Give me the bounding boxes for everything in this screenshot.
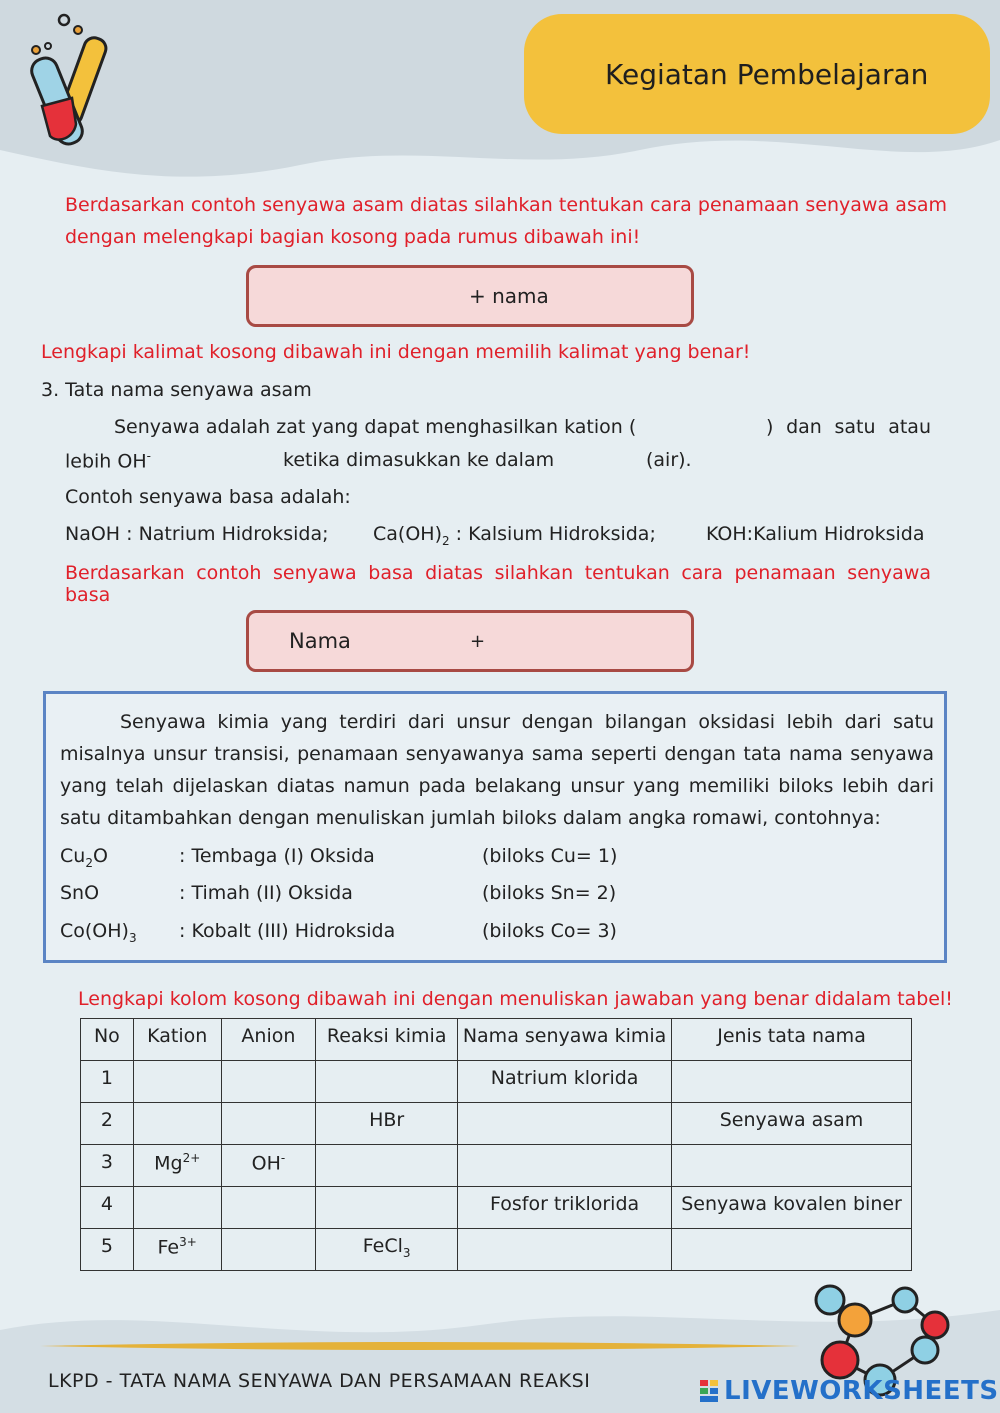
info-box (43, 691, 947, 963)
paragraph-part-b: ) dan satu atau (766, 416, 931, 438)
info-example-name-3: : Kobalt (III) Hidroksida (179, 920, 396, 942)
test-tube-icon (14, 6, 119, 146)
info-example-name-2: : Timah (II) Oksida (179, 882, 353, 904)
cell-kation[interactable] (133, 1103, 221, 1145)
solvent-blank[interactable] (548, 447, 640, 475)
table-row (81, 1187, 912, 1229)
info-example-biloks-2: (biloks Sn= 2) (482, 882, 617, 904)
caoh2-subscript: 2 (441, 533, 450, 548)
cell-anion[interactable] (221, 1229, 316, 1271)
cell-kation[interactable] (133, 1187, 221, 1229)
info-example-formula-1: $Cu_2O$ (60, 845, 108, 870)
cell-jenis: Senyawa kovalen biner (672, 1187, 912, 1229)
acid-formula-box[interactable] (246, 265, 694, 327)
cell-nama[interactable] (458, 1103, 672, 1145)
example-caoh2 (373, 523, 656, 548)
cell-jenis: Senyawa asam (672, 1103, 912, 1145)
base-formula-plus: + (470, 631, 486, 652)
header-kation: Kation (133, 1019, 221, 1061)
info-paragraph: Senyawa kimia yang terdiri dari unsur dengan bilangan oksidasi lebih dari satu misalnya unsur transisi, penamaan senyawanya sama seperti dengan tata nama senyawa yang telah dijelaskan diatas namun pada belakang unsur yang memiliki biloks lebih dari satu ditambahkan dengan menuliskan jumlah biloks dalam angka romawi, contohnya: (60, 711, 934, 829)
section-heading: 3. Tata nama senyawa asam (41, 379, 312, 401)
cell-no: 3 (81, 1145, 134, 1187)
cell-nama[interactable] (458, 1229, 672, 1271)
paragraph-part-a: Senyawa adalah zat yang dapat menghasilkan kation ( (114, 416, 637, 438)
acid-instruction (65, 189, 947, 253)
page-title: Kegiatan Pembelajaran (605, 58, 929, 91)
cell-anion[interactable] (221, 1103, 316, 1145)
cell-no: 2 (81, 1103, 134, 1145)
base-formula-name: Nama (289, 629, 351, 653)
info-example-biloks-3: (biloks Co= 3) (482, 920, 617, 942)
oh-text: lebih OH (65, 450, 147, 473)
cell-no: 5 (81, 1229, 134, 1271)
paragraph-line2-mid: ketika dimasukkan ke dalam (283, 449, 555, 471)
caoh2-name: : Kalsium Hidroksida; (449, 523, 656, 545)
info-example-formula-3: $Co(OH)_3$ (60, 920, 137, 945)
liveworksheets-logo-icon (700, 1380, 718, 1402)
header-jenis: Jenis tata nama (672, 1019, 912, 1061)
cell-no: 4 (81, 1187, 134, 1229)
example-koh: KOH:Kalium Hidroksida (706, 523, 925, 545)
info-example-name-1: : Tembaga (I) Oksida (179, 845, 375, 867)
paragraph-line2-end: (air). (646, 449, 692, 471)
cell-jenis[interactable] (672, 1229, 912, 1271)
liveworksheets-text: LIVEWORKSHEETS (724, 1376, 999, 1406)
compound-table (80, 1018, 912, 1271)
paragraph-line2 (65, 449, 151, 472)
caoh2-formula: Ca(OH) (373, 523, 442, 545)
base-instruction: Berdasarkan contoh senyawa basa diatas silahkan tentukan cara penamaan senyawa basa (65, 562, 931, 606)
info-example-formula-2: SnO (60, 882, 100, 904)
oh-charge: - (146, 449, 151, 463)
cell-anion: OH- (221, 1145, 316, 1187)
acid-formula-text: + nama (469, 284, 549, 308)
table-instruction: Lengkapi kolom kosong dibawah ini dengan menuliskan jawaban yang benar didalam tabel! (78, 988, 953, 1010)
table-row (81, 1103, 912, 1145)
header-anion: Anion (221, 1019, 316, 1061)
base-formula-box[interactable] (246, 610, 694, 672)
cell-nama: Fosfor triklorida (458, 1187, 672, 1229)
cell-nama: Natrium klorida (458, 1061, 672, 1103)
example-naoh: NaOH : Natrium Hidroksida; (65, 523, 329, 545)
cell-kation: $Mg^{2+}$ (133, 1145, 221, 1187)
cell-kation[interactable] (133, 1061, 221, 1103)
acid-instruction-line2: dengan melengkapi bagian kosong pada rumus dibawah ini! (65, 226, 641, 248)
table-header-row (81, 1019, 912, 1061)
cell-nama[interactable] (458, 1145, 672, 1187)
table-row (81, 1145, 912, 1187)
cell-reaksi: FeCl$_3$ (316, 1229, 458, 1271)
examples-label: Contoh senyawa basa adalah: (65, 486, 351, 508)
info-example-biloks-1: (biloks Cu= 1) (482, 845, 618, 867)
hydroxide-blank[interactable] (160, 447, 275, 475)
cell-no: 1 (81, 1061, 134, 1103)
header-nama: Nama senyawa kimia (458, 1019, 672, 1061)
footer-divider (40, 1340, 800, 1352)
cell-jenis[interactable] (672, 1145, 912, 1187)
cell-kation: $Fe^{3+}$ (133, 1229, 221, 1271)
cell-reaksi[interactable] (316, 1061, 458, 1103)
cell-jenis[interactable] (672, 1061, 912, 1103)
header-reaksi: Reaksi kimia (316, 1019, 458, 1061)
cation-blank[interactable] (615, 414, 765, 442)
header-no: No (81, 1019, 134, 1061)
acid-instruction-line1: Berdasarkan contoh senyawa asam diatas silahkan tentukan cara penamaan senyawa asam (65, 194, 947, 216)
liveworksheets-logo (700, 1376, 999, 1406)
cell-reaksi[interactable] (316, 1187, 458, 1229)
cell-anion[interactable] (221, 1061, 316, 1103)
table-row (81, 1061, 912, 1103)
footer-title: LKPD - TATA NAMA SENYAWA DAN PERSAMAAN REAKSI (48, 1370, 591, 1392)
table-row (81, 1229, 912, 1271)
cell-reaksi[interactable] (316, 1145, 458, 1187)
cell-reaksi: HBr (316, 1103, 458, 1145)
cell-anion[interactable] (221, 1187, 316, 1229)
fill-blank-instruction: Lengkapi kalimat kosong dibawah ini dengan memilih kalimat yang benar! (41, 341, 751, 363)
